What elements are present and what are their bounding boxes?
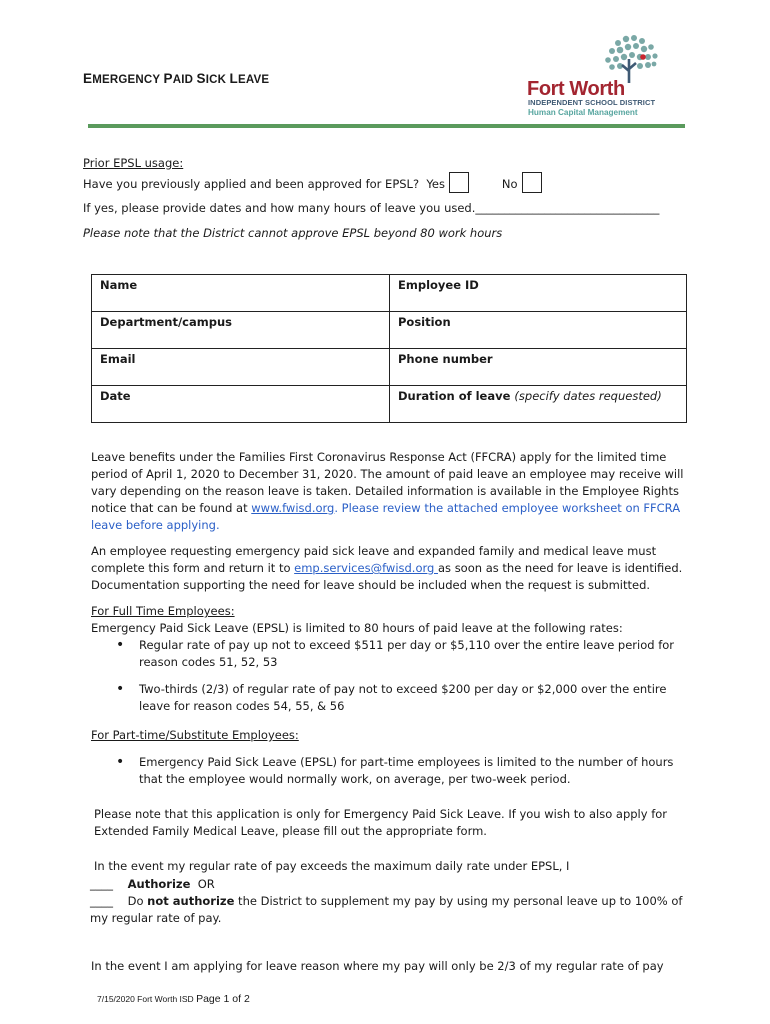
name-field[interactable]: Name	[92, 275, 390, 312]
no-label: No	[501, 177, 518, 191]
fwisd-link[interactable]: www.fwisd.org	[251, 501, 335, 515]
full-time-section	[91, 603, 691, 715]
authorize-blank[interactable]: ____	[90, 877, 113, 891]
part-time-heading: For Part-time/Substitute Employees:	[91, 728, 299, 742]
list-item: • Two-thirds (2/3) of regular rate of pay not to exceed $200 per day or $2,000 over the entire leave for reason codes 54, 55, & 56	[91, 681, 691, 715]
duration-field[interactable]: Duration of leave (specify dates requested)	[390, 386, 687, 423]
hours-note: Please note that the District cannot approve EPSL beyond 80 work hours	[83, 226, 503, 240]
table-row	[92, 312, 687, 349]
authorize-option: ____ Authorize OR	[90, 877, 215, 891]
not-authorize-blank[interactable]: ____	[90, 894, 113, 908]
email-field[interactable]: Email	[92, 349, 390, 386]
logo-name: Fort Worth	[527, 78, 625, 100]
list-item: • Regular rate of pay up not to exceed $511 per day or $5,110 over the entire leave period for reason codes 51, 52, 53	[91, 637, 691, 671]
email-link[interactable]: emp.services@fwisd.org	[294, 561, 438, 575]
prior-usage-question: Have you previously applied and been approved for EPSL? Yes No	[83, 172, 542, 193]
rate-statement: In the event my regular rate of pay exceeds the maximum daily rate under EPSL, I	[94, 859, 570, 873]
list-item: • Emergency Paid Sick Leave (EPSL) for part-time employees is limited to the number of hours that the employee would normally work, on average, per two-week period.	[91, 754, 691, 788]
logo-department: Human Capital Management	[528, 108, 638, 117]
efml-note: Please note that this application is only for Emergency Paid Sick Leave. If you wish to also apply for Extended Family Medical Leave, please fill out the appropriate form.	[94, 807, 668, 838]
logo-district: INDEPENDENT SCHOOL DISTRICT	[528, 98, 656, 107]
employee-id-field[interactable]: Employee ID	[390, 275, 687, 312]
not-authorize-option: ____ Do not authorize the District to supplement my pay by using my personal leave up to 100% of my regular rate of pay.	[90, 894, 683, 925]
full-time-heading: For Full Time Employees:	[91, 604, 235, 618]
page-footer: 7/15/2020 Fort Worth ISD Page 1 of 2	[97, 993, 250, 1005]
dates-prompt: If yes, please provide dates and how many hours of leave you used.________________________________	[83, 201, 660, 215]
date-field[interactable]: Date	[92, 386, 390, 423]
submission-paragraph: An employee requesting emergency paid sick leave and expanded family and medical leave must complete this form and return it to emp.services@fwisd.org as soon as the need for leave is identified. Documentation supporting the need for leave should be included when the request is submitted.	[91, 544, 683, 592]
part-time-section	[91, 727, 691, 788]
two-thirds-statement: In the event I am applying for leave reason where my pay will only be 2/3 of my regular rate of pay	[91, 959, 664, 973]
position-field[interactable]: Position	[390, 312, 687, 349]
no-checkbox[interactable]	[522, 172, 542, 193]
table-row	[92, 275, 687, 312]
header-divider	[88, 124, 685, 128]
ffcra-paragraph: Leave benefits under the Families First Coronavirus Response Act (FFCRA) apply for the limited time period of April 1, 2020 to December 31, 2020. The amount of paid leave an employee may receive will vary depending on the reason leave is taken. Detailed information is available in the Employee Rights notice that can be found at www.fwisd.org. Please review the attached employee worksheet on FFCRA leave before applying.	[91, 450, 684, 532]
document-title: EMERGENCY PAID SICK LEAVE	[83, 71, 270, 86]
full-time-intro: Emergency Paid Sick Leave (EPSL) is limited to 80 hours of paid leave at the following rates:	[91, 621, 623, 635]
yes-label: Yes	[426, 177, 445, 191]
table-row	[92, 386, 687, 423]
table-row	[92, 349, 687, 386]
yes-checkbox[interactable]	[449, 172, 469, 193]
department-field[interactable]: Department/campus	[92, 312, 390, 349]
phone-field[interactable]: Phone number	[390, 349, 687, 386]
prior-usage-heading: Prior EPSL usage:	[83, 156, 184, 170]
employee-info-table	[91, 274, 687, 423]
